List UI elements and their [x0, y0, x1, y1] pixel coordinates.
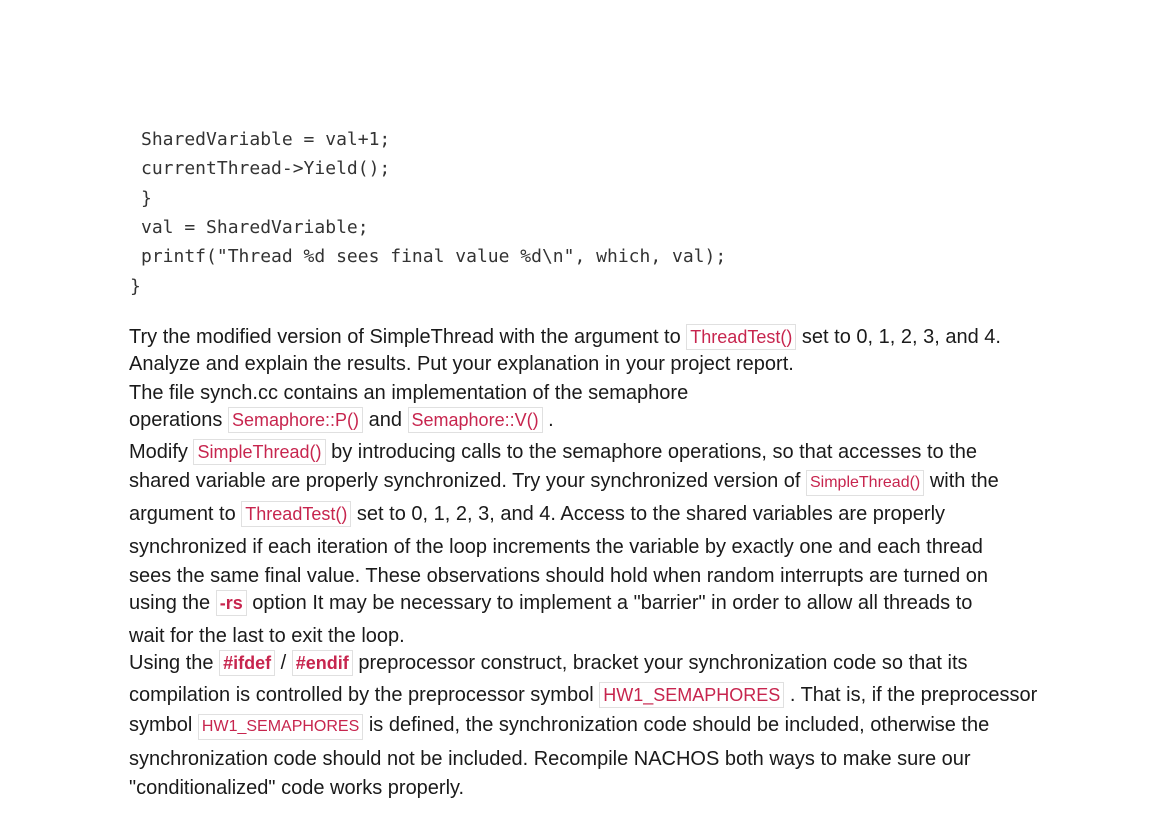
inline-code-rs-option: -rs: [216, 590, 247, 616]
paragraph-line-11: wait for the last to exit the loop.: [129, 625, 405, 647]
paragraph-line-7: argument to ThreadTest() set to 0, 1, 2, 3, and 4. Access to the shared variables are properly: [129, 503, 946, 525]
inline-code-ifdef: #ifdef: [219, 650, 275, 676]
paragraph-line-15: synchronization code should not be included. Recompile NACHOS both ways to make sure our: [129, 748, 971, 770]
paragraph-line-13: compilation is controlled by the preprocessor symbol HW1_SEMAPHORES . That is, if the preprocessor: [129, 684, 1038, 706]
inline-code-threadtest: ThreadTest(): [686, 324, 796, 350]
paragraph-line-12: Using the #ifdef / #endif preprocessor construct, bracket your synchronization code so that its: [129, 652, 968, 674]
paragraph-line-6: shared variable are properly synchronized. Try your synchronized version of SimpleThread() with the: [129, 469, 999, 496]
paragraph-line-10: using the -rs option It may be necessary to implement a "barrier" in order to allow all threads to: [129, 592, 973, 614]
paragraph-line-4: operations Semaphore::P() and Semaphore::V() .: [129, 409, 554, 431]
inline-code-simplethread-2: SimpleThread(): [806, 470, 924, 496]
paragraph-line-1: Try the modified version of SimpleThread with the argument to ThreadTest() set to 0, 1, 2, 3, and 4.: [129, 326, 1001, 348]
code-line-3: }: [141, 188, 152, 209]
paragraph-line-9: sees the same final value. These observations should hold when random interrupts are turned on: [129, 565, 989, 587]
code-line-6: }: [130, 276, 141, 297]
paragraph-line-2: Analyze and explain the results. Put your explanation in your project report.: [129, 353, 794, 375]
paragraph-line-14: symbol HW1_SEMAPHORES is defined, the synchronization code should be included, otherwise the: [129, 713, 989, 740]
code-line-5: printf("Thread %d sees final value %d\n", which, val);: [141, 246, 727, 267]
inline-code-endif: #endif: [292, 650, 353, 676]
code-line-1: SharedVariable = val+1;: [141, 129, 391, 150]
paragraph-line-16: "conditionalized" code works properly.: [129, 777, 465, 799]
inline-code-semaphore-v: Semaphore::V(): [408, 407, 543, 433]
inline-code-hw1-semaphores: HW1_SEMAPHORES: [599, 682, 784, 708]
inline-code-threadtest-2: ThreadTest(): [241, 501, 351, 527]
inline-code-simplethread: SimpleThread(): [193, 439, 325, 465]
paragraph-line-5: Modify SimpleThread() by introducing calls to the semaphore operations, so that accesses to the: [129, 441, 977, 463]
inline-code-semaphore-p: Semaphore::P(): [228, 407, 363, 433]
paragraph-line-3: The file synch.cc contains an implementation of the semaphore: [129, 382, 689, 404]
code-line-2: currentThread->Yield();: [141, 158, 391, 179]
paragraph-line-8: synchronized if each iteration of the loop increments the variable by exactly one and each thread: [129, 536, 983, 558]
inline-code-hw1-semaphores-2: HW1_SEMAPHORES: [198, 714, 363, 740]
code-line-4: val = SharedVariable;: [141, 217, 369, 238]
